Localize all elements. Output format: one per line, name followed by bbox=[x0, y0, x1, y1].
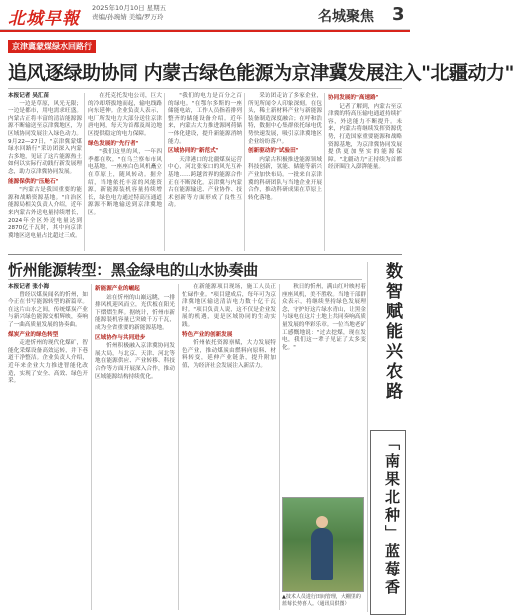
story2-paragraph: 站在忻州的山巅远眺，一排排风机迎风而立，光伏板在阳光下熠熠生辉。据统计，忻州市新能源装机容量已突破千万千瓦，成为全省重要的新能源基地。 bbox=[95, 294, 175, 331]
story1-headline[interactable]: 追风逐绿助协同 内蒙古绿色能源为京津冀发展注入"北疆动力" bbox=[8, 62, 514, 84]
story1-paragraph: 内蒙古积极推进能源领域科技创新，氢能、储能等新兴产业加快布局。一批来自京津冀的科研团队与当地企业开展合作，推动科研成果在草原上转化落地。 bbox=[248, 156, 322, 201]
story2-byline: 本报记者 张小海 bbox=[8, 284, 50, 290]
story2-column-4 bbox=[282, 284, 366, 492]
story2-subhead: 新能源产业的崛起 bbox=[95, 286, 140, 292]
story1-subhead: 能源保供的"压舱石" bbox=[8, 178, 59, 185]
story1-subhead: 协同发展的"高速路" bbox=[328, 95, 379, 101]
story2-paragraph: 走进忻州的现代化煤矿，智能化采煤设备高效运转，井下巷道干净整洁。企业负责人介绍，近年来企业大力推进智能化改造，实现了安全、高效、绿色开采。 bbox=[8, 340, 88, 385]
story1-column-2 bbox=[88, 93, 162, 251]
story1-paragraph: 采访团走访了多家企业，所见所闻令人印象深刻。在包头，稀土新材料产业与新能源装备制造深度融合；在呼和浩特，数据中心集群依托绿电优势快速发展，吸引京津冀地区企业纷纷落户。 bbox=[248, 93, 322, 145]
story2-paragraph: 忻州依托资源禀赋，大力发展特色产业，推动煤炭由燃料向原料、材料转变，延伸产业链条，提升附加值，为经济社会发展注入新活力。 bbox=[182, 340, 276, 369]
story2-paragraph: 在新能源项目现场，施工人员正忙碌作业。"项目建成后，每年可为京津冀地区输送清洁电力数十亿千瓦时。"项目负责人说，这不仅是企业发展的机遇，更是区域协同的生动实践。 bbox=[182, 284, 276, 328]
section-name: 名城聚焦 bbox=[318, 9, 374, 25]
headline-rule bbox=[8, 279, 362, 280]
column-divider bbox=[244, 93, 245, 251]
story1-paragraph: 在托克托发电公司，巨大的冷却塔拔地而起，输电线路向东延伸。企业负责人表示，电厂所发电力大部分送往京津唐电网，每天为首都及周边地区提供稳定的电力保障。 bbox=[88, 93, 162, 137]
story2-subhead: 特色产业的创新发展 bbox=[182, 331, 233, 338]
story1-column-4 bbox=[248, 93, 322, 251]
story1-column-5 bbox=[328, 93, 402, 251]
story-divider bbox=[8, 254, 402, 255]
story1-paragraph: 一边是草原，风光无限；一边是都市，用电需求旺盛。内蒙古正将丰富的清洁能源源源不断输送至京津冀地区，为区域协同发展注入绿色动力。9月22—27日，"京津冀蒙煤绿水回路行"采访团深入内蒙古多地，见证了这片能源热土如何以实际行动践行新发展理念，助力京津冀协同发展。 bbox=[8, 100, 82, 175]
story2-column-1 bbox=[8, 284, 88, 610]
story1-subhead: 区域协同的"新范式" bbox=[168, 148, 219, 155]
story1-subhead: 绿色发展的"先行者" bbox=[88, 140, 139, 147]
issue-meta bbox=[92, 4, 166, 22]
page-number: 3 bbox=[392, 4, 405, 25]
column-divider bbox=[91, 284, 92, 610]
story2-paragraph: 秋日的忻州，满山红叶映衬着座座风机，美不胜收。当地干部群众表示，将继续坚持绿色发展理念，守护好这片绿水青山，让黑金与绿电在这片土地上共同奏响高质量发展的华彩乐章。一位当地老矿工感慨地说："过去挖煤，现在发电，我们这一辈子见证了太多变化。" bbox=[282, 284, 366, 351]
story1-subhead: 创新驱动的"试验田" bbox=[248, 148, 299, 155]
masthead bbox=[0, 0, 410, 30]
story2-subhead: 区域协作与共同进步 bbox=[95, 334, 146, 341]
vertical-title-2[interactable]: 「南果北种」蓝莓香 bbox=[370, 430, 406, 615]
editor-line: 责编/孙琬婧 美编/罗万玲 bbox=[92, 13, 164, 21]
story1-paragraph: "我们的电力是百分之百的绿电。"在鄂尔多斯的一座储能电站，工作人员指着排列整齐的储能设备介绍。近年来，内蒙古大力推进源网荷储一体化建设，提升新能源消纳能力。 bbox=[168, 93, 242, 145]
story2-paragraph: 忻州积极融入京津冀协同发展大局，与北京、天津、河北等地在能源供应、产业转移、科技合作等方面开展深入合作，推动区域能源结构持续优化。 bbox=[95, 343, 175, 380]
masthead-divider bbox=[0, 30, 410, 32]
story1-paragraph: "我们这里的风，一年四季都在吹。"在乌兰察布市风电基地，一座座白色风机矗立在草原上，随风转动。据介绍，当地依托丰富的风能资源，新能源装机容量持续增长，绿色电力通过特高压通道源源不断地输送到京津冀地区。 bbox=[88, 149, 162, 216]
story1-paragraph: 记者了解到，内蒙古至京津冀的特高压输电通道持续扩容，外送能力不断提升。未来，内蒙古将继续发挥资源优势，打造国家重要能源和战略资源基地，为京津冀协同发展提供更加坚实的能源保障。"北疆动力"正持续为首都经济圈注入澎湃能量。 bbox=[328, 103, 402, 171]
newspaper-logo: 北城早報 bbox=[8, 9, 80, 29]
photo-caption: ▲技术人员进行田间管理，大棚里的蓝莓长势喜人。（通讯员供图） bbox=[282, 594, 361, 607]
story1-column-1 bbox=[8, 93, 82, 251]
story2-paragraph: 曾经以煤炭闻名的忻州，如今正在书写能源转型的新篇章。在这片山水之间，传统煤炭产业与新兴绿色能源交相辉映，奏响了一曲高质量发展的协奏曲。 bbox=[8, 291, 88, 328]
story2-column-2 bbox=[95, 284, 175, 610]
column-divider bbox=[367, 262, 368, 612]
photo-person-body bbox=[311, 528, 333, 580]
story-tag: 京津冀蒙煤绿水回路行 bbox=[8, 40, 96, 53]
column-divider bbox=[84, 93, 85, 251]
story1-paragraph: 天津港口的北疆煤炭运营中心，河北张家口的风光互补基地……跨越省界的能源合作正在不断深化。京津冀与内蒙古在能源输送、产业协作、技术创新等方面形成了良性互动。 bbox=[168, 156, 242, 209]
headline-rule bbox=[8, 88, 402, 89]
column-divider bbox=[164, 93, 165, 251]
vertical-title-1[interactable]: 数智赋能兴农路 bbox=[382, 262, 402, 402]
photo-person-head bbox=[316, 516, 328, 528]
column-divider bbox=[279, 284, 280, 610]
story1-column-3 bbox=[168, 93, 242, 251]
story2-subhead: 煤炭产业的绿色转型 bbox=[8, 331, 59, 338]
column-divider bbox=[324, 93, 325, 251]
story1-paragraph: "内蒙古是我国重要的能源和战略资源基地。"自治区能源局相关负责人介绍，近年来内蒙古外送电量持续增长，2024年全区外送电量达到2870亿千瓦时，其中向京津冀地区送电量占比超过三成。 bbox=[8, 187, 82, 239]
issue-date: 2025年10月10日 星期五 bbox=[92, 4, 167, 12]
story1-byline: 本报记者 吴汇苗 bbox=[8, 93, 50, 99]
blueberry-farm-photo bbox=[282, 497, 364, 592]
column-divider bbox=[178, 284, 179, 610]
story2-column-3 bbox=[182, 284, 276, 610]
story2-headline[interactable]: 忻州能源转型：黑金绿电的山水协奏曲 bbox=[8, 261, 258, 279]
